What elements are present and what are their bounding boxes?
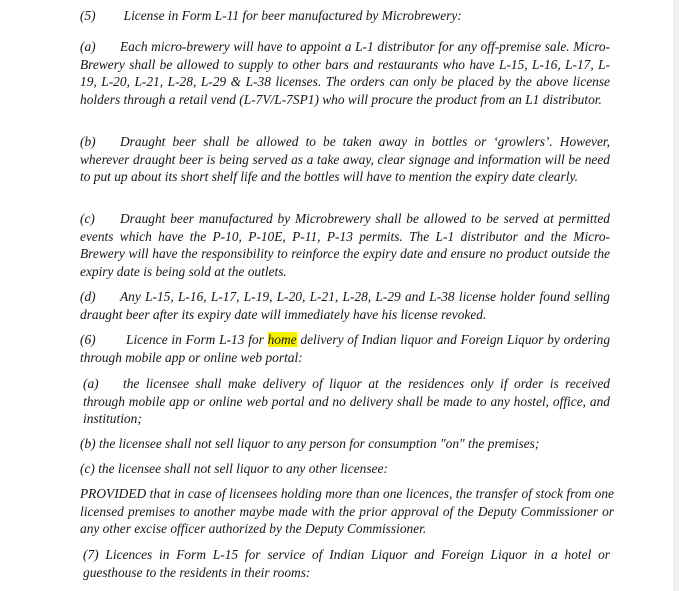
section-5-number: (5) <box>80 8 96 23</box>
paragraph-b-label: (b) <box>80 134 96 149</box>
section-7-text: (7) Licences in Form L-15 for service of Indian Liquor and Foreign Liquor in a hotel or guesthouse to the residents in their rooms: <box>83 547 610 580</box>
section-5-title: License in Form L-11 for beer manufactured by Microbrewery: <box>123 8 462 23</box>
section-6-number: (6) <box>80 332 96 347</box>
paragraph-c-text: Draught beer manufactured by Microbrewery shall be allowed to be served at permitted events which have the P-10, P-10E, P-11, P-13 permits. The L-1 distributor and the Micro-Brewery will have the responsibility to reinforce the expiry date and ensure no product outside the expiry date is being sold at the outlets. <box>80 211 610 279</box>
proviso-text: PROVIDED that in case of licensees holding more than one licences, the transfer of stock from one licensed premises to another maybe made with the prior approval of the Deputy Commissioner or any other excise officer authorized by the Deputy Commissioner. <box>80 486 614 537</box>
section-6-item-a-text: the licensee shall make delivery of liquor at the residences only if order is received through mobile app or online web portal and no delivery shall be made to any hostel, office, and institution; <box>83 376 610 427</box>
section-5-heading <box>80 7 610 25</box>
proviso-paragraph <box>80 485 614 538</box>
paragraph-b <box>80 133 610 186</box>
section-6-item-c <box>80 460 610 478</box>
paragraph-a <box>80 38 610 108</box>
section-7-heading <box>83 546 610 581</box>
paragraph-d-label: (d) <box>80 289 96 304</box>
highlighted-word: home <box>267 332 297 347</box>
paragraph-b-text: Draught beer shall be allowed to be taken away in bottles or ‘growlers’. However, wherever draught beer is being served as a take away, clear signage and information will be need to put up about its short shelf life and the bottles will have to mention the expiry date clearly. <box>80 134 610 185</box>
section-6-item-a <box>83 375 610 428</box>
section-6-item-b-text: (b) the licensee shall not sell liquor to any person for consumption "on" the premises; <box>80 436 540 451</box>
paragraph-c <box>80 210 610 280</box>
section-6-text-after: delivery of Indian liquor and Foreign Liquor by ordering through mobile app or online web portal: <box>80 332 611 365</box>
paragraph-a-label: (a) <box>80 39 96 54</box>
paragraph-c-label: (c) <box>80 211 95 226</box>
paragraph-a-text: Each micro-brewery will have to appoint a L-1 distributor for any off-premise sale. Micro-Brewery shall be allowed to supply to other bars and restaurants who have L-15, L-16, L-17, L-19, L-20, L-21, L-28, L-29 & L-38 licenses. The orders can only be placed by the above license holders through a retail vend (L-7V/L-7SP1) who will procure the product from an L1 distributor. <box>80 39 610 107</box>
paragraph-d <box>80 288 610 323</box>
section-6-item-b <box>80 435 610 453</box>
section-6-text-before: Licence in Form L-13 for <box>126 332 264 347</box>
section-6-heading <box>80 331 610 366</box>
section-6-item-a-label: (a) <box>83 376 99 391</box>
page-edge-shadow <box>673 0 679 591</box>
paragraph-d-text: Any L-15, L-16, L-17, L-19, L-20, L-21, L-28, L-29 and L-38 license holder found selling draught beer after its expiry date will immediately have his license revoked. <box>80 289 610 322</box>
section-6-item-c-text: (c) the licensee shall not sell liquor to any other licensee: <box>80 461 388 476</box>
